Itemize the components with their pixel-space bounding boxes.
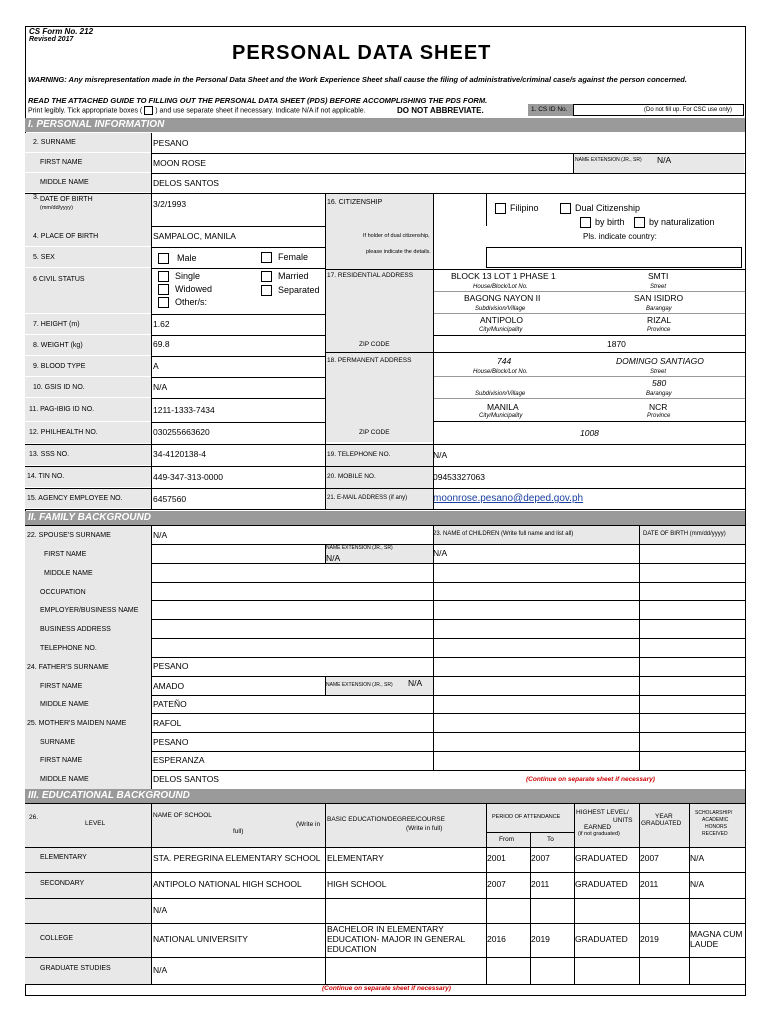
spouse-employer-label: EMPLOYER/BUSINESS NAME (40, 606, 139, 614)
edu-row-honors[interactable]: N/A (690, 879, 705, 889)
mother-surname-value[interactable]: PESANO (153, 737, 189, 747)
edu-row-highest[interactable]: GRADUATED (575, 934, 628, 944)
dual-citizenship-text: Dual Citizenship (575, 203, 641, 213)
print-legibly-a: Print legibly. Tick appropriate boxes ( (28, 107, 143, 115)
edu-row-school[interactable]: NATIONAL UNIVERSITY (153, 934, 248, 944)
telephone-label: 19. TELEPHONE NO. (327, 451, 391, 458)
spouse-first-name-label: FIRST NAME (44, 550, 87, 558)
spouse-surname-value[interactable]: N/A (153, 530, 168, 540)
name-ext-label: NAME EXTENSION (JR., SR) (575, 157, 642, 163)
edu-from-header: From (499, 836, 515, 843)
father-middle-name-label: MIDDLE NAME (40, 700, 89, 708)
weight-value[interactable]: 69.8 (153, 339, 170, 349)
edu-row-school[interactable]: STA. PEREGRINA ELEMENTARY SCHOOL (153, 853, 321, 863)
spouse-occupation-label: OCCUPATION (40, 588, 86, 596)
edu-school-header-c: full) (233, 828, 244, 835)
name-ext-value[interactable]: N/A (657, 155, 672, 165)
perm-house-value[interactable]: 744 (497, 356, 512, 366)
father-ext-value[interactable]: N/A (408, 678, 423, 688)
sss-value[interactable]: 34-4120138-4 (153, 449, 206, 459)
tin-label: 14. TIN NO. (25, 466, 151, 488)
blood-type-label: 9. BLOOD TYPE (25, 356, 151, 377)
male-checkbox[interactable] (158, 253, 169, 264)
female-option[interactable] (261, 252, 308, 263)
edu-row-year[interactable]: 2011 (640, 879, 659, 889)
perm-cap-prov: Province (647, 413, 671, 419)
others-checkbox[interactable] (158, 297, 169, 308)
married-checkbox[interactable] (261, 271, 272, 282)
edu-row-level: GRADUATE STUDIES (40, 965, 111, 972)
spouse-telephone-label: TELEPHONE NO. (40, 644, 97, 652)
read-guide-text: READ THE ATTACHED GUIDE TO FILLING OUT THE PERSONAL DATA SHEET (PDS) BEFORE ACCOMPLISHING THE PDS FORM. (28, 96, 488, 105)
edu-highest-header-d: (if not graduated) (578, 831, 620, 837)
edu-row-to[interactable]: 2011 (531, 879, 550, 889)
edu-course-header-a: BASIC EDUCATION/DEGREE/COURSE (327, 816, 445, 823)
edu-row-school[interactable]: N/A (153, 905, 168, 915)
dual-note-1: If holder of dual citizenship, (363, 233, 430, 239)
edu-period-header: PERIOD OF ATTENDANCE (492, 814, 561, 820)
spouse-ext-value[interactable]: N/A (326, 553, 341, 563)
filipino-text: Filipino (510, 203, 539, 213)
spouse-business-address-label: BUSINESS ADDRESS (40, 625, 111, 633)
perm-city-value[interactable]: MANILA (487, 402, 519, 412)
widowed-text: Widowed (175, 284, 213, 294)
mother-first-name-value[interactable]: ESPERANZA (153, 755, 205, 765)
edu-level-column (25, 847, 151, 984)
edu-row-course[interactable]: BACHELOR IN ELEMENTARY EDUCATION- MAJOR IN GENERAL EDUCATION (327, 924, 465, 954)
edu-to-header: To (547, 836, 554, 843)
spouse-ext-label: NAME EXTENSION (JR., SR) (326, 545, 393, 551)
first-name-value[interactable]: MOON ROSE (153, 158, 206, 168)
page-title: PERSONAL DATA SHEET (232, 42, 492, 64)
edu-school-header-a: NAME OF SCHOOL (153, 812, 212, 819)
cap-street: Street (650, 284, 667, 290)
sex-label: 5. SEX (25, 247, 151, 268)
dual-citizenship-option[interactable] (560, 203, 640, 214)
height-label: 7. HEIGHT (m) (25, 314, 151, 335)
res-house-value[interactable]: BLOCK 13 LOT 1 PHASE 1 (451, 271, 556, 281)
father-middle-name-value[interactable]: PATEÑO (153, 699, 187, 709)
cap-city: City/Municipality (479, 327, 523, 333)
mother-middle-name-value[interactable]: DELOS SANTOS (153, 774, 219, 784)
married-option[interactable] (261, 271, 309, 282)
gsis-value[interactable]: N/A (153, 382, 168, 392)
revised-label: Revised 2017 (29, 36, 74, 43)
res-brgy-value[interactable]: SAN ISIDRO (634, 293, 684, 303)
male-text: Male (177, 253, 197, 263)
filipino-checkbox[interactable] (495, 203, 506, 214)
edu-row-from[interactable]: 2007 (487, 879, 506, 889)
pls-indicate-country: Pls. indicate country: (583, 232, 657, 241)
perm-cap-house: House/Block/Lot No. (473, 369, 528, 375)
edu-honors-header-b: ACADEMIC (702, 817, 729, 823)
mother-middle-name-label: MIDDLE NAME (40, 775, 89, 783)
edu-level-header: LEVEL (85, 820, 106, 827)
filipino-option[interactable] (495, 203, 539, 214)
agency-value[interactable]: 6457560 (153, 494, 187, 504)
surname-label: 2. SURNAME (25, 133, 151, 153)
dob-format: (mm/dd/yyyy) (40, 205, 73, 211)
edu-highest-header-b: UNITS (613, 817, 633, 824)
weight-label: 8. WEIGHT (kg) (25, 335, 151, 356)
perm-cap-subd: Subdivision/Village (475, 391, 526, 397)
edu-row-level: ELEMENTARY (40, 854, 87, 861)
mobile-label: 20. MOBILE NO. (327, 473, 376, 480)
perm-zip-label: ZIP CODE (359, 429, 390, 436)
dob-number: 3. (33, 194, 39, 201)
print-legibly-text (28, 106, 366, 115)
widowed-option[interactable] (158, 284, 212, 295)
res-street-value[interactable]: SMTI (648, 271, 669, 281)
edu-row-year[interactable]: 2007 (640, 853, 659, 863)
father-first-name-label: FIRST NAME (40, 682, 83, 690)
philhealth-label: 12. PHILHEALTH NO. (25, 422, 151, 444)
mobile-value[interactable]: 09453327063 (433, 472, 486, 482)
edu-row-to[interactable]: 2007 (531, 853, 550, 863)
separated-option[interactable] (261, 285, 320, 296)
residential-address-label: 17. RESIDENTIAL ADDRESS (327, 272, 414, 279)
res-zip-value[interactable]: 1870 (607, 339, 626, 349)
res-prov-value[interactable]: RIZAL (647, 315, 672, 325)
cs-id-label: 1. CS ID No. (528, 104, 573, 116)
children-dob-label: DATE OF BIRTH (mm/dd/yyyy) (643, 531, 726, 537)
edu-row-from[interactable]: 2016 (487, 934, 506, 944)
perm-brgy-value[interactable]: 580 (652, 378, 667, 388)
edu-header-row (25, 803, 745, 847)
cap-house: House/Block/Lot No. (473, 284, 528, 290)
single-option[interactable] (158, 271, 200, 282)
separated-checkbox[interactable] (261, 285, 272, 296)
edu-row-school[interactable]: ANTIPOLO NATIONAL HIGH SCHOOL (153, 879, 302, 889)
perm-cap-city: City/Municipality (479, 413, 523, 419)
perm-cap-brgy: Barangay (646, 391, 672, 397)
edu-honors-header-c: HONORS (705, 824, 727, 830)
print-legibly-b: ) and use separate sheet if necessary. Indicate N/A if not applicable. (155, 107, 366, 115)
civil-status-label: 6 CIVIL STATUS (25, 268, 151, 314)
mother-first-name-label: FIRST NAME (40, 756, 83, 764)
place-of-birth-value[interactable]: SAMPALOC, MANILA (153, 231, 236, 241)
pagibig-label: 11. PAG-IBIG ID NO. (25, 398, 151, 422)
email-value[interactable]: moonrose.pesano@deped.gov.ph (433, 493, 584, 504)
edu-row-highest[interactable]: GRADUATED (575, 853, 628, 863)
surname-value[interactable]: PESANO (153, 138, 189, 148)
philhealth-value[interactable]: 030255663620 (153, 427, 210, 437)
edu-row-from[interactable]: 2001 (487, 853, 506, 863)
edu-row-highest[interactable]: GRADUATED (575, 879, 628, 889)
citizenship-label: 16. CITIZENSHIP (327, 199, 383, 206)
mother-surname-label: SURNAME (40, 738, 76, 746)
permanent-address-label: 18. PERMANENT ADDRESS (327, 357, 412, 364)
male-option[interactable] (158, 253, 197, 264)
perm-zip-value[interactable]: 1008 (580, 428, 599, 438)
spouse-surname-label: 22. SPOUSE'S SURNAME (27, 531, 111, 539)
do-not-abbreviate: DO NOT ABBREVIATE. (397, 106, 484, 115)
gsis-label: 10. GSIS ID NO. (25, 377, 151, 398)
middle-name-label: MIDDLE NAME (25, 173, 151, 193)
mother-maiden-label: 25. MOTHER'S MAIDEN NAME (27, 719, 127, 727)
by-naturalization-text: by naturalization (649, 217, 715, 227)
father-surname-label: 24. FATHER'S SURNAME (27, 663, 109, 671)
pagibig-value[interactable]: 1211-1333-7434 (153, 405, 215, 415)
warning-text: WARNING: Any misrepresentation made in the Personal Data Sheet and the Work Experience Sheet shall cause the filing of administrative/criminal case/s against the person concerned. (28, 75, 687, 84)
others-text: Other/s: (175, 297, 208, 307)
res-zip-label: ZIP CODE (359, 341, 390, 348)
edu-school-header-b: (Write in (296, 821, 321, 828)
edu-row-to[interactable]: 2019 (531, 934, 550, 944)
father-surname-value[interactable]: PESANO (153, 661, 189, 671)
edu-row-school[interactable]: N/A (153, 965, 168, 975)
female-checkbox[interactable] (261, 252, 272, 263)
dual-citizenship-checkbox[interactable] (560, 203, 571, 214)
edu-honors-header-d: RECEIVED (702, 831, 728, 837)
cap-subd: Subdivision/Village (475, 306, 526, 312)
telephone-value[interactable]: N/A (433, 450, 448, 460)
blood-type-value[interactable]: A (153, 361, 159, 371)
edu-row-level: COLLEGE (40, 935, 74, 942)
perm-street-value[interactable]: DOMINGO SANTIAGO (616, 356, 704, 366)
dob-label: DATE OF BIRTH (40, 196, 93, 203)
female-text: Female (278, 252, 309, 262)
by-birth-option[interactable] (580, 217, 625, 228)
sample-checkbox (144, 106, 153, 115)
children-first-value[interactable]: N/A (433, 548, 448, 558)
edu-highest-header-a: HIGHEST LEVEL/ (576, 809, 629, 816)
edu-continue-note: (Continue on separate sheet if necessary) (322, 985, 451, 992)
section-family-background: II. FAMILY BACKGROUND (25, 511, 745, 525)
country-select[interactable] (486, 247, 742, 268)
dob-value[interactable]: 3/2/1993 (153, 199, 187, 209)
perm-prov-value[interactable]: NCR (649, 402, 668, 412)
first-name-label: FIRST NAME (25, 153, 151, 173)
agency-label: 15. AGENCY EMPLOYEE NO. (25, 488, 151, 509)
single-checkbox[interactable] (158, 271, 169, 282)
edu-course-header-b: (Write in full) (406, 825, 443, 832)
height-value[interactable]: 1.62 (153, 319, 170, 329)
widowed-checkbox[interactable] (158, 284, 169, 295)
dual-note-2: please indicate the details. (366, 249, 431, 255)
by-naturalization-checkbox[interactable] (634, 217, 645, 228)
edu-year-header-a: YEAR (655, 813, 673, 820)
mother-maiden-value[interactable]: RAFOL (153, 718, 182, 728)
edu-number: 26. (29, 814, 39, 821)
edu-row-year[interactable]: 2019 (640, 934, 659, 944)
edu-honors-header-a: SCHOLARSHIP/ (695, 810, 733, 816)
sss-label: 13. SSS NO. (25, 444, 151, 466)
perm-cap-street: Street (650, 369, 667, 375)
married-text: Married (278, 271, 309, 281)
spouse-middle-name-label: MIDDLE NAME (44, 569, 93, 577)
cap-prov: Province (647, 327, 671, 333)
edu-year-header-b: GRADUATED (641, 820, 682, 827)
form-number: CS Form No. 212 (29, 27, 94, 36)
cap-brgy: Barangay (646, 306, 672, 312)
csc-use-note: (Do not fill up. For CSC use only) (644, 107, 733, 113)
email-label: 21. E-MAIL ADDRESS (if any) (327, 495, 408, 501)
father-ext-label: NAME EXTENSION (JR., SR) (326, 682, 393, 688)
father-first-name-value[interactable]: AMADO (153, 681, 185, 691)
others-option[interactable] (158, 297, 207, 308)
edu-row-course[interactable]: ELEMENTARY (327, 853, 384, 863)
edu-row-honors[interactable]: N/A (690, 853, 705, 863)
tin-value[interactable]: 449-347-313-0000 (153, 472, 223, 482)
edu-row-level: SECONDARY (40, 880, 85, 887)
children-label: 23. NAME of CHILDREN (Write full name and list all) (433, 531, 574, 537)
res-addr-label-cell (325, 269, 433, 352)
section-personal-info: I. PERSONAL INFORMATION (25, 118, 745, 132)
edu-highest-header-c: EARNED (584, 824, 612, 831)
single-text: Single (175, 271, 201, 281)
edu-row-course[interactable]: HIGH SCHOOL (327, 879, 387, 889)
res-city-value[interactable]: ANTIPOLO (480, 315, 523, 325)
family-continue-note: (Continue on separate sheet if necessary) (526, 776, 655, 783)
middle-name-value[interactable]: DELOS SANTOS (153, 178, 219, 188)
res-subd-value[interactable]: BAGONG NAYON II (464, 293, 541, 303)
by-birth-text: by birth (595, 217, 625, 227)
place-of-birth-label: 4. PLACE OF BIRTH (25, 226, 151, 247)
by-birth-checkbox[interactable] (580, 217, 591, 228)
edu-row-honors[interactable]: MAGNA CUM LAUDE (690, 929, 743, 949)
by-naturalization-option[interactable] (634, 217, 715, 228)
separated-text: Separated (278, 285, 320, 295)
section-educational-background: III. EDUCATIONAL BACKGROUND (25, 789, 745, 803)
